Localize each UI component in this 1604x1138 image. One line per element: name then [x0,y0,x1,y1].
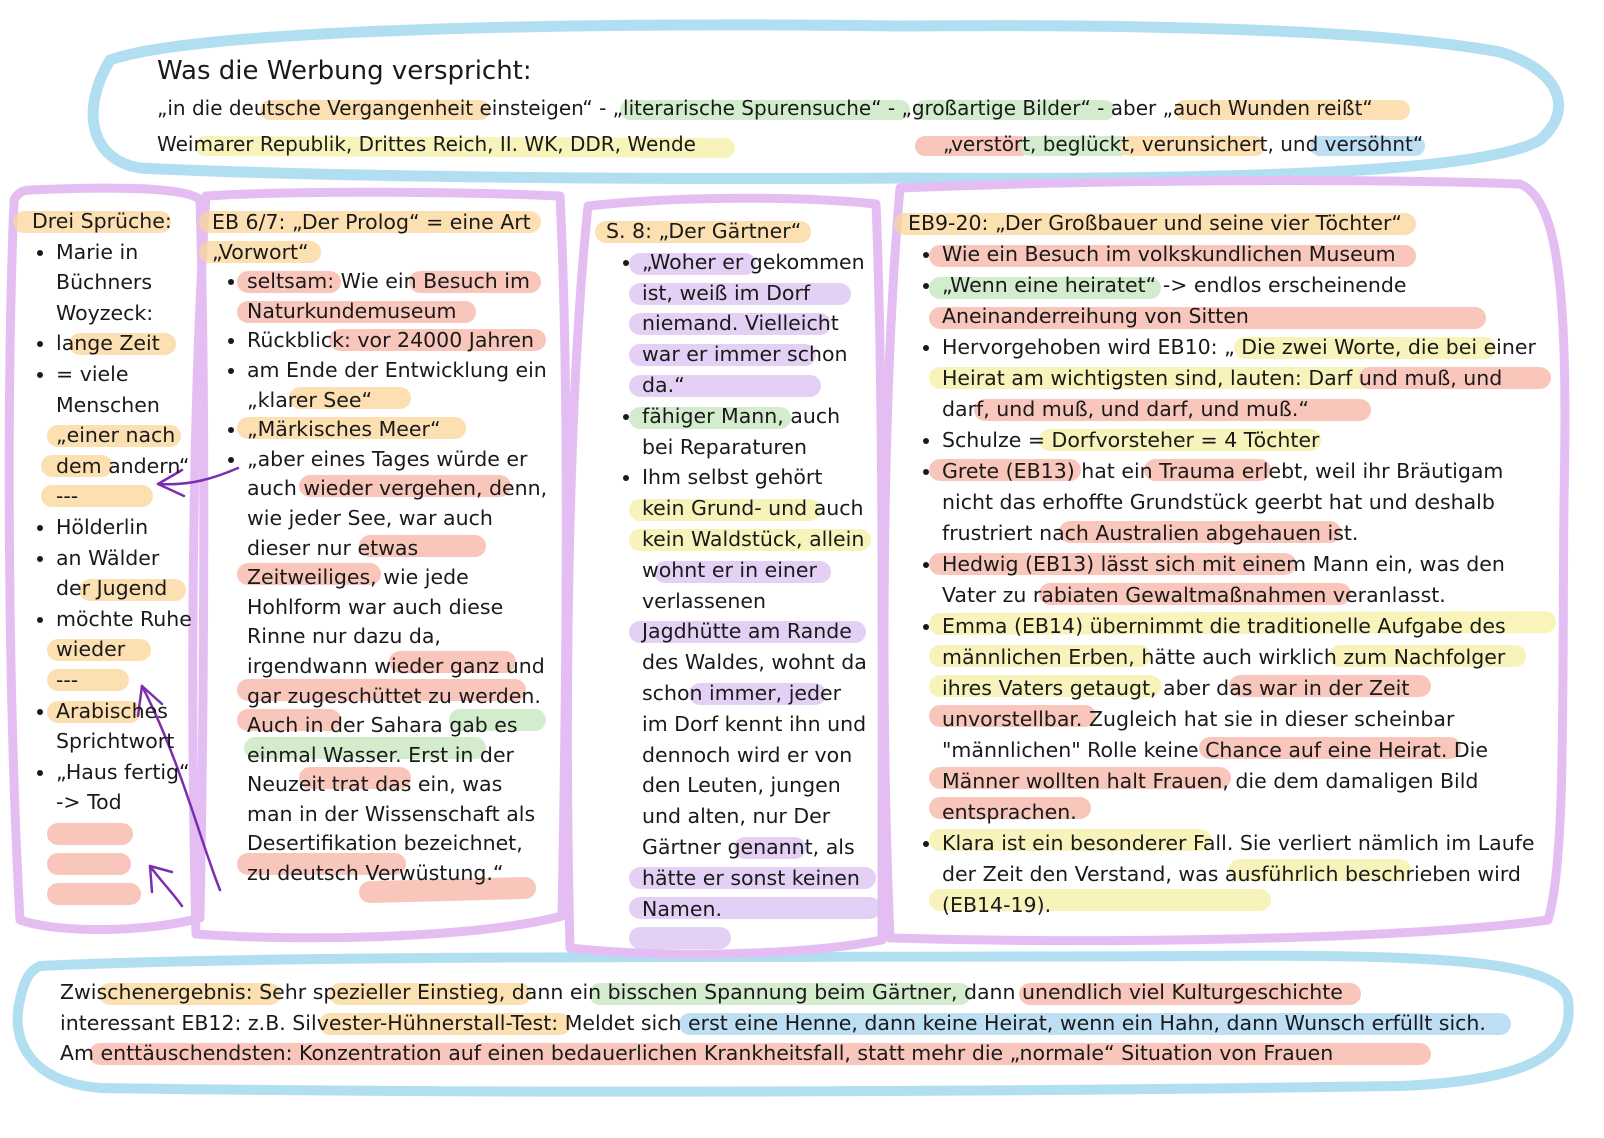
list-item: • Arabisches Sprichtwort [56,696,192,757]
list-item: • Hedwig (EB13) lässt sich mit einem Mann ein, was den Vater zu rabiaten Gewaltmaßnahmen veranlasst. [942,549,1548,611]
advertising-line-epochs-row [157,126,1487,162]
list-item: • Hervorgehoben wird EB10: „ Die zwei Worte, die bei einer Heirat am wichtigsten sind, lauten: Darf und muß, und darf, und muß, und darf, und muß.“ [942,332,1548,425]
list-item: • „Haus fertig“ -> Tod [56,757,192,818]
list-item: • „aber eines Tages würde er auch wieder vergehen, denn, wie jeder See, war auch dieser nur etwas Zeitweiliges, wie jede Hohlform war auch diese Rinne nur dazu da, irgendwann wieder ganz und gar zugeschüttet zu werden. Auch in der Sahara gab es einmal Wasser. Erst in der Neuzeit trat das ein, was man in der Wissenschaft als Desertifikation bezeichnet, zu deutsch Verwüstung.“ [247,445,548,889]
interim-result-line-1: Zwischenergebnis: Sehr spezieller Einstieg, dann ein bisschen Spannung beim Gärtner, dann unendlich viel Kulturgeschichte [60,980,1343,1004]
sayings-list-2 [32,512,192,665]
list-item: • Rückblick: vor 24000 Jahren [247,326,548,356]
list-item: • Klara ist ein besonderer Fall. Sie verliert nämlich im Laufe der Zeit den Verstand, was ausführlich beschrieben wird (EB14-19). [942,828,1548,921]
list-item: • „Woher er gekommen ist, weiß im Dorf niemand. Vielleicht war er immer schon da.“ [642,247,868,401]
prolog-list [212,267,548,888]
sayings-list-3 [32,696,192,818]
list-item: • seltsam: Wie ein Besuch im Naturkundemuseum [247,267,548,326]
list-item: • „Märkisches Meer“ [247,415,548,445]
column-gardener [606,216,868,924]
column-sayings [32,206,192,818]
list-item: • Wie ein Besuch im volkskundlichen Museum [942,239,1548,270]
list-item: • Emma (EB14) übernimmt die traditionelle Aufgabe des männlichen Erben, hätte auch wirklich zum Nachfolger ihres Vaters getaugt, aber das war in der Zeit unvorstellbar. Zugleich hat sie in dieser scheinbar "männlichen" Rolle keine Chance auf eine Heirat. Die Männer wollten halt Frauen, die dem damaligen Bild entsprachen. [942,611,1548,828]
interim-result-box [60,977,1540,1069]
advertising-lines [157,90,1487,162]
list-item: • lange Zeit [56,328,192,359]
advertising-emotions: „verstört, beglückt, verunsichert, und versöhnt“ [943,132,1424,156]
list-item: • Hölderlin [56,512,192,543]
list-item: • Grete (EB13) hat ein Trauma erlebt, weil ihr Bräutigam nicht das erhoffte Grundstück geerbt hat und deshalb frustriert nach Australien abgehauen ist. [942,456,1548,549]
interim-result-line-2: interessant EB12: z.B. Silvester-Hühnerstall-Test: Meldet sich erst eine Henne, dann keine Heirat, wenn ein Hahn, dann Wunsch erfüllt sich. [60,1010,1486,1035]
list-item: • möchte Ruhe wieder [56,604,192,665]
column-farmer-daughters [908,208,1548,921]
prolog-heading: EB 6/7: „Der Prolog“ = eine Art „Vorwort“ [212,210,531,264]
interim-result-line-3: Am enttäuschendsten: Konzentration auf einen bedauerlichen Krankheitsfall, statt mehr die „normale“ Situation von Frauen [60,1041,1334,1065]
separator: --- [56,484,79,509]
sayings-list-1 [32,237,192,482]
farmer-heading: EB9-20: „Der Großbauer und seine vier Töchter“ [908,211,1402,235]
advertising-epochs: Weimarer Republik, Drittes Reich, II. WK, DDR, Wende [157,132,696,156]
list-item: • Schulze = Dorfvorsteher = 4 Töchter [942,425,1548,456]
advertising-title: Was die Werbung verspricht: [157,56,532,86]
list-item: • = viele Menschen „einer nach dem andern“ [56,359,192,481]
list-item: • Ihm selbst gehört kein Grund- und auch kein Waldstück, allein wohnt er in einer verlassenen Jagdhütte am Rande des Waldes, wohnt da schon immer, jeder im Dorf kennt ihn und dennoch wird er von den Leuten, jungen und alten, nur Der Gärtner genannt, als hätte er sonst keinen Namen. [642,462,868,924]
advertising-line-quotes: „in die deutsche Vergangenheit einsteigen“ - „literarische Spurensuche“ - „großartige Bilder“ - aber „auch Wunden reißt“ [157,96,1373,120]
sayings-heading: Drei Sprüche: [32,209,172,233]
list-item: • „Wenn eine heiratet“ -> endlos erscheinende Aneinanderreihung von Sitten [942,270,1548,332]
list-item: • am Ende der Entwicklung ein „klarer See“ [247,356,548,415]
gardener-list [606,247,868,925]
farmer-list [908,239,1548,921]
list-item: • an Wälder der Jugend [56,543,192,604]
list-item: • fähiger Mann, auch bei Reparaturen [642,401,868,463]
separator: --- [56,667,79,692]
column-prolog [212,208,548,889]
list-item: • Marie in Büchners Woyzeck: [56,237,192,329]
arrow-down-left [150,866,182,906]
gardener-heading: S. 8: „Der Gärtner“ [606,219,802,243]
advertising-box [157,54,1487,162]
